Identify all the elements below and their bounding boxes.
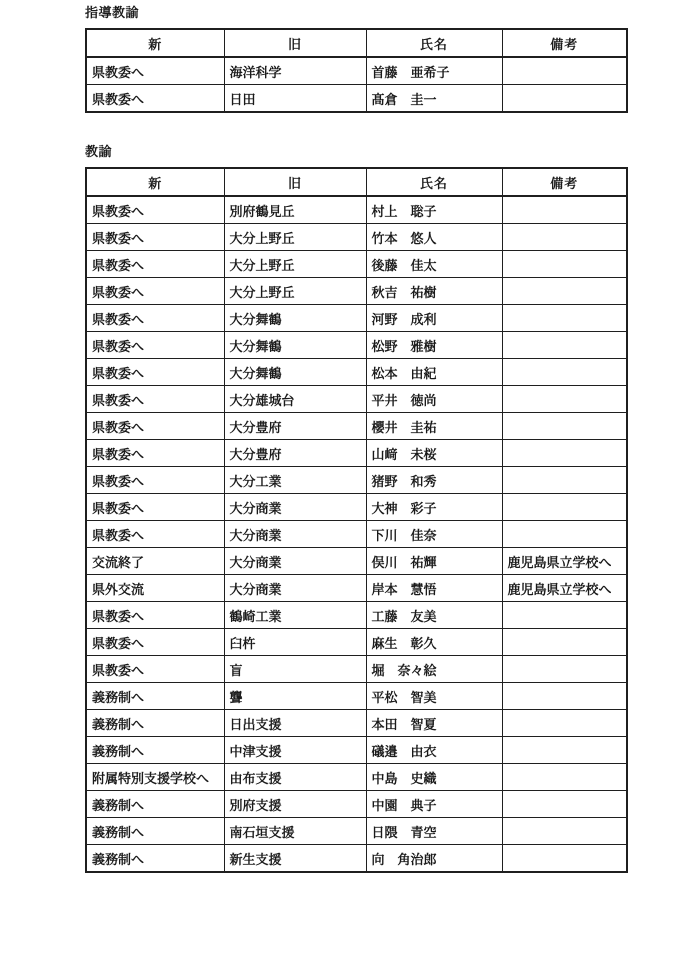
cell-note xyxy=(502,683,627,710)
table-row xyxy=(86,575,627,602)
table-row xyxy=(86,251,627,278)
table-row xyxy=(86,602,627,629)
cell-old: 鶴崎工業 xyxy=(224,602,366,629)
cell-name: 大神 彩子 xyxy=(366,494,502,521)
table-row xyxy=(86,548,627,575)
cell-note xyxy=(502,494,627,521)
cell-new: 県教委へ xyxy=(86,57,224,85)
cell-note: 鹿児島県立学校へ xyxy=(502,548,627,575)
table-row xyxy=(86,85,627,113)
table-row xyxy=(86,467,627,494)
cell-note xyxy=(502,305,627,332)
cell-old: 大分商業 xyxy=(224,548,366,575)
cell-name: 猪野 和秀 xyxy=(366,467,502,494)
cell-old: 新生支援 xyxy=(224,845,366,873)
cell-note xyxy=(502,791,627,818)
cell-name: 秋吉 祐樹 xyxy=(366,278,502,305)
cell-new: 県教委へ xyxy=(86,278,224,305)
cell-old: 別府鶴見丘 xyxy=(224,196,366,224)
column-header-name: 氏名 xyxy=(366,29,502,57)
cell-name: 平井 徳尚 xyxy=(366,386,502,413)
table-row xyxy=(86,737,627,764)
section-title: 指導教諭 xyxy=(85,5,140,20)
section-shido-kyoyu xyxy=(85,5,626,113)
cell-note xyxy=(502,656,627,683)
table-header xyxy=(86,168,627,196)
cell-name: 平松 智美 xyxy=(366,683,502,710)
cell-note xyxy=(502,386,627,413)
cell-old: 中津支援 xyxy=(224,737,366,764)
cell-new: 県外交流 xyxy=(86,575,224,602)
cell-name: 松野 雅樹 xyxy=(366,332,502,359)
cell-name: 堀 奈々絵 xyxy=(366,656,502,683)
cell-note xyxy=(502,521,627,548)
cell-new: 県教委へ xyxy=(86,386,224,413)
table-row xyxy=(86,683,627,710)
cell-new: 県教委へ xyxy=(86,196,224,224)
cell-new: 義務制へ xyxy=(86,818,224,845)
cell-name: 本田 智夏 xyxy=(366,710,502,737)
cell-note xyxy=(502,710,627,737)
cell-new: 県教委へ xyxy=(86,629,224,656)
cell-note xyxy=(502,764,627,791)
cell-old: 盲 xyxy=(224,656,366,683)
table-row xyxy=(86,196,627,224)
cell-note xyxy=(502,737,627,764)
cell-old: 大分上野丘 xyxy=(224,251,366,278)
cell-name: 中園 典子 xyxy=(366,791,502,818)
column-header-note: 備考 xyxy=(502,168,627,196)
cell-old: 日出支援 xyxy=(224,710,366,737)
cell-note xyxy=(502,845,627,873)
cell-name: 工藤 友美 xyxy=(366,602,502,629)
cell-name: 向 角治郎 xyxy=(366,845,502,873)
table-row xyxy=(86,305,627,332)
cell-name: 松本 由紀 xyxy=(366,359,502,386)
cell-old: 別府支援 xyxy=(224,791,366,818)
cell-name: 櫻井 圭祐 xyxy=(366,413,502,440)
table-row xyxy=(86,57,627,85)
cell-note xyxy=(502,413,627,440)
transfer-table xyxy=(85,167,628,873)
cell-old: 大分豊府 xyxy=(224,413,366,440)
table-row xyxy=(86,278,627,305)
header-row xyxy=(86,168,627,196)
cell-note xyxy=(502,440,627,467)
cell-note xyxy=(502,224,627,251)
header-row xyxy=(86,29,627,57)
table-row xyxy=(86,791,627,818)
cell-note xyxy=(502,57,627,85)
cell-name: 岸本 慧悟 xyxy=(366,575,502,602)
cell-name: 後藤 佳太 xyxy=(366,251,502,278)
cell-note xyxy=(502,332,627,359)
table-row xyxy=(86,413,627,440)
cell-old: 大分雄城台 xyxy=(224,386,366,413)
cell-old: 海洋科学 xyxy=(224,57,366,85)
column-header-new: 新 xyxy=(86,29,224,57)
cell-new: 県教委へ xyxy=(86,332,224,359)
table-body xyxy=(86,196,627,872)
cell-note xyxy=(502,359,627,386)
transfer-table xyxy=(85,28,628,113)
column-header-name: 氏名 xyxy=(366,168,502,196)
cell-new: 県教委へ xyxy=(86,467,224,494)
cell-new: 県教委へ xyxy=(86,521,224,548)
cell-new: 義務制へ xyxy=(86,791,224,818)
section-kyoyu xyxy=(85,144,626,873)
cell-note xyxy=(502,278,627,305)
page-content xyxy=(85,5,626,873)
cell-note xyxy=(502,818,627,845)
cell-name: 中島 史織 xyxy=(366,764,502,791)
cell-old: 大分商業 xyxy=(224,521,366,548)
cell-name: 村上 聡子 xyxy=(366,196,502,224)
column-header-old: 旧 xyxy=(224,29,366,57)
column-header-note: 備考 xyxy=(502,29,627,57)
cell-old: 大分舞鶴 xyxy=(224,332,366,359)
table-row xyxy=(86,521,627,548)
cell-old: 大分工業 xyxy=(224,467,366,494)
cell-note xyxy=(502,602,627,629)
table-row xyxy=(86,494,627,521)
cell-name: 日隈 青空 xyxy=(366,818,502,845)
cell-old: 大分上野丘 xyxy=(224,278,366,305)
table-row xyxy=(86,224,627,251)
cell-note xyxy=(502,629,627,656)
cell-old: 大分舞鶴 xyxy=(224,305,366,332)
table-row xyxy=(86,845,627,873)
cell-name: 首藤 亜希子 xyxy=(366,57,502,85)
cell-old: 大分商業 xyxy=(224,575,366,602)
cell-new: 県教委へ xyxy=(86,224,224,251)
cell-note xyxy=(502,467,627,494)
cell-note xyxy=(502,251,627,278)
cell-old: 南石垣支援 xyxy=(224,818,366,845)
cell-name: 俣川 祐輝 xyxy=(366,548,502,575)
cell-new: 県教委へ xyxy=(86,251,224,278)
table-row xyxy=(86,359,627,386)
cell-note xyxy=(502,196,627,224)
cell-new: 義務制へ xyxy=(86,710,224,737)
cell-name: 山﨑 未桜 xyxy=(366,440,502,467)
cell-old: 大分上野丘 xyxy=(224,224,366,251)
cell-old: 聾 xyxy=(224,683,366,710)
cell-name: 髙倉 圭一 xyxy=(366,85,502,113)
cell-new: 義務制へ xyxy=(86,737,224,764)
cell-name: 麻生 彰久 xyxy=(366,629,502,656)
table-header xyxy=(86,29,627,57)
cell-new: 県教委へ xyxy=(86,440,224,467)
cell-old: 日田 xyxy=(224,85,366,113)
cell-new: 附属特別支援学校へ xyxy=(86,764,224,791)
table-row xyxy=(86,764,627,791)
cell-new: 県教委へ xyxy=(86,494,224,521)
cell-new: 県教委へ xyxy=(86,359,224,386)
cell-new: 県教委へ xyxy=(86,413,224,440)
cell-old: 大分舞鶴 xyxy=(224,359,366,386)
table-row xyxy=(86,440,627,467)
table-row xyxy=(86,656,627,683)
table-row xyxy=(86,386,627,413)
cell-new: 義務制へ xyxy=(86,683,224,710)
cell-note xyxy=(502,85,627,113)
cell-new: 県教委へ xyxy=(86,602,224,629)
table-row xyxy=(86,332,627,359)
cell-name: 竹本 悠人 xyxy=(366,224,502,251)
cell-new: 義務制へ xyxy=(86,845,224,873)
cell-new: 県教委へ xyxy=(86,85,224,113)
cell-new: 県教委へ xyxy=(86,305,224,332)
table-row xyxy=(86,710,627,737)
section-title: 教諭 xyxy=(85,144,113,159)
cell-old: 大分商業 xyxy=(224,494,366,521)
cell-old: 大分豊府 xyxy=(224,440,366,467)
cell-note: 鹿児島県立学校へ xyxy=(502,575,627,602)
table-row xyxy=(86,629,627,656)
cell-old: 由布支援 xyxy=(224,764,366,791)
cell-new: 交流終了 xyxy=(86,548,224,575)
column-header-new: 新 xyxy=(86,168,224,196)
cell-new: 県教委へ xyxy=(86,656,224,683)
cell-old: 臼杵 xyxy=(224,629,366,656)
cell-name: 河野 成利 xyxy=(366,305,502,332)
cell-name: 下川 佳奈 xyxy=(366,521,502,548)
cell-name: 礒邉 由衣 xyxy=(366,737,502,764)
table-body xyxy=(86,57,627,112)
column-header-old: 旧 xyxy=(224,168,366,196)
table-row xyxy=(86,818,627,845)
